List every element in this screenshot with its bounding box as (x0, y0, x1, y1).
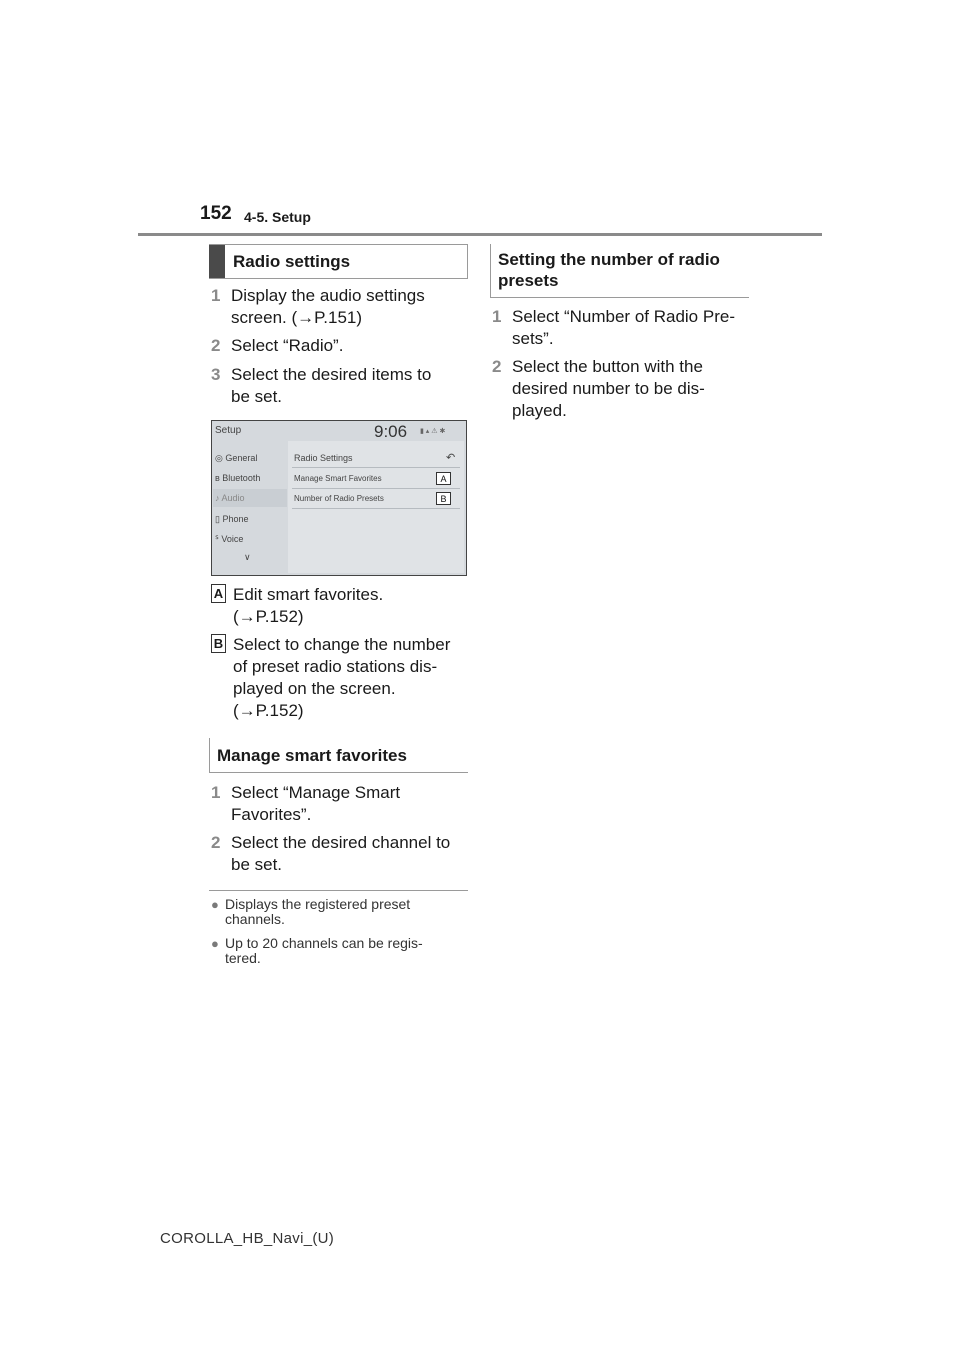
favorites-step-1: 1 Select “Manage Smart Favorites”. (211, 783, 401, 824)
gear-icon: ◎ (215, 453, 223, 463)
panel-title: Radio Settings (294, 453, 353, 463)
legend-a-text: Edit smart favorites. (→P.152) (233, 585, 384, 626)
favorites-step-2: 2 Select the desired channel to be set. (211, 833, 451, 874)
back-icon: ↶ (446, 452, 456, 464)
screen-title: Setup (215, 425, 242, 436)
bullet-icon: ● (211, 897, 219, 912)
screen-clock: 9:06 (374, 422, 408, 441)
music-note-icon: ♪ (215, 493, 220, 503)
phone-icon: ▯ (215, 514, 220, 524)
section-title: 4-5. Setup (244, 209, 311, 225)
header-divider (138, 233, 822, 236)
radio-settings-panel (288, 441, 464, 573)
presets-step-2: 2 Select the button with the desired number to be dis- played. (492, 357, 705, 420)
notes-divider (209, 890, 468, 891)
menu-bluetooth: ʙ Bluetooth (215, 473, 261, 483)
manage-favorites-title: Manage smart favorites (217, 745, 407, 765)
setup-screen-image (211, 420, 467, 576)
status-icons: ▮ ▴ ⚠ ✱ (420, 428, 446, 435)
item-manage-smart-favorites: Manage Smart Favorites (294, 474, 382, 483)
page-number: 152 (200, 203, 232, 224)
note-2: ● Up to 20 channels can be regis- tered. (211, 935, 423, 966)
radio-settings-title: Radio settings (233, 252, 351, 271)
legend-b-text: Select to change the number of preset radio stations dis- played on the screen. (→P.152) (233, 635, 451, 720)
menu-phone: ▯ Phone (215, 514, 249, 524)
radio-step-1: 1 Display the audio settings screen. (→P.151) (211, 286, 425, 327)
badge-b-screen: B (436, 492, 451, 505)
item-number-of-radio-presets: Number of Radio Presets (294, 494, 384, 503)
menu-audio: ♪ Audio (215, 493, 245, 503)
menu-general: ◎ General (215, 453, 258, 463)
menu-voice: ᔆ Voice (215, 534, 244, 544)
radio-step-3: 3 Select the desired items to be set. (211, 365, 432, 406)
radio-presets-title-line1: Setting the number of radio (498, 250, 720, 269)
radio-settings-heading (209, 244, 468, 279)
more-chevron-icon: ∨ (244, 552, 251, 562)
badge-b: B (211, 634, 226, 653)
footer-doc-id: COROLLA_HB_Navi_(U) (160, 1230, 335, 1247)
radio-presets-title-line2: presets (498, 271, 559, 290)
badge-a: A (211, 584, 226, 603)
manage-favorites-heading (209, 738, 468, 773)
badge-a-screen: A (436, 472, 451, 485)
voice-icon: ᔆ (215, 534, 219, 544)
bluetooth-icon: ʙ (215, 473, 220, 483)
note-1: ● Displays the registered preset channels. (211, 896, 411, 927)
presets-step-1: 1 Select “Number of Radio Pre- sets”. (492, 307, 735, 348)
bullet-icon: ● (211, 936, 219, 951)
radio-presets-heading (490, 244, 749, 298)
radio-step-2: 2 Select “Radio”. (211, 336, 344, 355)
